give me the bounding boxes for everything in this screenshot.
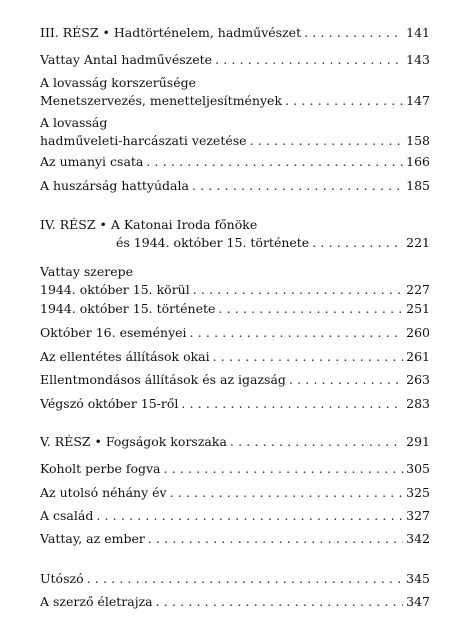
page-number: 221	[406, 235, 430, 250]
dot-leader	[192, 177, 403, 195]
toc-entry[interactable]	[40, 395, 430, 413]
page-number: 185	[406, 178, 430, 193]
toc-entry[interactable]	[40, 348, 430, 366]
entry-title: 1944. október 15. körül	[40, 282, 190, 297]
dot-leader	[213, 348, 404, 366]
dot-leader	[148, 530, 403, 548]
toc-entry[interactable]	[40, 593, 430, 611]
page-number: 251	[406, 301, 430, 316]
page-number: 342	[406, 531, 430, 546]
toc-entry[interactable]	[40, 114, 430, 150]
toc-entry[interactable]	[40, 153, 430, 171]
entry-title-line: A lovasság	[40, 115, 108, 130]
entry-title: Az umanyi csata	[40, 154, 144, 169]
dot-leader	[304, 24, 403, 42]
page-number: 227	[406, 282, 430, 297]
page-number: 327	[406, 508, 430, 523]
entry-title: Az ellentétes állítások okai	[40, 349, 210, 364]
dot-leader	[156, 593, 404, 611]
page-number: 325	[406, 485, 430, 500]
page-number: 158	[406, 133, 430, 148]
toc-entry[interactable]	[40, 530, 430, 548]
page-number: 147	[406, 93, 430, 108]
dot-leader	[146, 153, 403, 171]
page-number: 305	[406, 461, 430, 476]
toc-entry[interactable]	[40, 460, 430, 478]
page-number: 347	[406, 594, 430, 609]
entry-title: A huszárság hattyúdala	[40, 178, 189, 193]
dot-leader	[312, 234, 403, 252]
dot-leader	[181, 395, 403, 413]
section-title: III. RÉSZ • Hadtörténelem, hadművészet	[40, 25, 302, 40]
page-number: 143	[406, 52, 430, 67]
entry-title: Ellentmondásos állítások és az igazság	[40, 372, 286, 387]
entry-title: A szerző életrajza	[40, 594, 153, 609]
toc-entry[interactable]	[40, 263, 430, 299]
toc-entry[interactable]	[40, 507, 430, 525]
section-header-iv[interactable]	[40, 216, 430, 252]
toc-entry[interactable]	[40, 177, 430, 195]
section-header-v[interactable]	[40, 433, 430, 451]
entry-title: A család	[40, 508, 94, 523]
entry-title: Vattay Antal hadművészete	[40, 52, 213, 67]
toc-entry[interactable]	[40, 371, 430, 389]
entry-title: Végszó október 15-ről	[40, 396, 179, 411]
entry-title: Utószó	[40, 571, 84, 586]
section-title: V. RÉSZ • Fogságok korszaka	[40, 434, 227, 449]
dot-leader	[170, 484, 404, 502]
dot-leader	[285, 92, 403, 110]
entry-title-line: Vattay szerepe	[40, 264, 134, 279]
page-number: 283	[406, 396, 430, 411]
dot-leader	[96, 507, 403, 525]
entry-title: Október 16. eseményei	[40, 325, 187, 340]
page-number: 261	[406, 349, 430, 364]
table-of-contents	[40, 0, 430, 634]
dot-leader	[218, 300, 403, 318]
entry-title: hadműveleti-harcászati vezetése	[40, 133, 247, 148]
entry-title: Koholt perbe fogva	[40, 461, 161, 476]
dot-leader	[190, 324, 404, 342]
dot-leader	[164, 460, 404, 478]
toc-entry[interactable]	[40, 51, 430, 69]
page-number: 263	[406, 372, 430, 387]
toc-entry[interactable]	[40, 570, 430, 588]
dot-leader	[87, 570, 404, 588]
dot-leader	[193, 281, 403, 299]
dot-leader	[250, 132, 404, 150]
dot-leader	[289, 371, 403, 389]
page-number: 345	[406, 571, 430, 586]
page-number: 141	[406, 25, 430, 40]
entry-title: Menetszervezés, menetteljesítmények	[40, 93, 283, 108]
page-number: 260	[406, 325, 430, 340]
entry-title: Vattay, az ember	[40, 531, 145, 546]
section-title: IV. RÉSZ • A Katonai Iroda főnöke	[40, 217, 258, 232]
section-header-iii[interactable]	[40, 24, 430, 42]
toc-entry[interactable]	[40, 74, 430, 110]
dot-leader	[230, 433, 403, 451]
entry-title: 1944. október 15. története	[40, 301, 216, 316]
toc-entry[interactable]	[40, 300, 430, 318]
entry-title-line: A lovasság korszerűsége	[40, 75, 197, 90]
section-title-line: és 1944. október 15. története	[116, 235, 310, 250]
page-number: 291	[406, 434, 430, 449]
entry-title: Az utolsó néhány év	[40, 485, 167, 500]
dot-leader	[215, 51, 403, 69]
toc-entry[interactable]	[40, 324, 430, 342]
page-number: 166	[406, 154, 430, 169]
toc-entry[interactable]	[40, 484, 430, 502]
